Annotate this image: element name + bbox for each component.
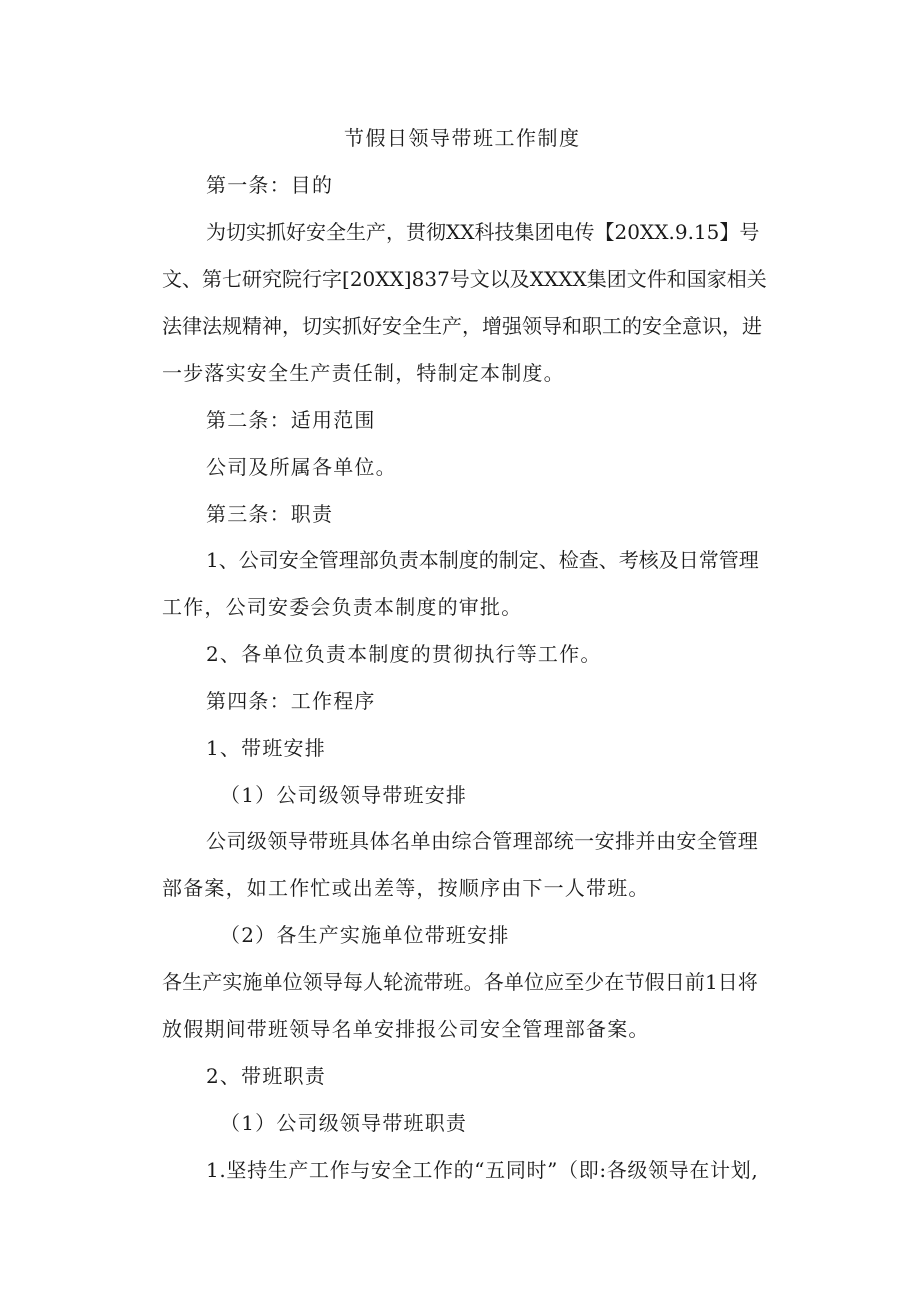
article-heading-scope: 第二条：适用范围 xyxy=(206,408,376,432)
paragraph-line: 公 司 级 领 导 带 班 具 体 名 单 由 综 合 管 理 部 统 一 安 排 并 由 安 全 管 理 xyxy=(206,829,758,853)
subsection-heading: （1）公司级领导带班安排 xyxy=(220,783,468,807)
paragraph-line: 1 . 坚 持 生 产 工 作 与 安 全 工 作 的 “ 五 同 时 ” （ 即 : 各 级 领 导 在 计 划 , xyxy=(206,1158,758,1182)
section-heading: 1、带班安排 xyxy=(206,736,326,760)
subsection-heading: （1）公司级领导带班职责 xyxy=(220,1111,468,1135)
paragraph-line: 2、各单位负责本制度的贯彻执行等工作。 xyxy=(206,642,602,666)
paragraph-line: 各 生 产 实 施 单 位 领 导 每 人 轮 流 带 班 。 各 单 位 应 至 少 在 节 假 日 前 1 日 将 xyxy=(162,970,758,994)
subsection-heading: （2）各生产实施单位带班安排 xyxy=(220,923,510,947)
paragraph-line: 法 律 法 规 精 神 ， 切 实 抓 好 安 全 生 产 ， 增 强 领 导 和 职 工 的 安 全 意 识 ， 进 xyxy=(162,314,762,338)
document-title: 节假日领导带班工作制度 xyxy=(344,126,581,150)
paragraph-line: 放假期间带班领导名单安排报公司安全管理部备案。 xyxy=(162,1017,650,1041)
article-heading-procedure: 第四条：工作程序 xyxy=(206,689,376,713)
paragraph-line: 1 、 公 司 安 全 管 理 部 负 责 本 制 度 的 制 定 、 检 查 、 考 核 及 日 常 管 理 xyxy=(206,548,759,572)
paragraph-line: 为 切 实 抓 好 安 全 生 产 ， 贯 彻 X X 科 技 集 团 电 传 【 2 0 X X . 9 . 1 5 】 号 xyxy=(206,220,760,244)
paragraph-line: 工作，公司安委会负责本制度的审批。 xyxy=(162,595,523,619)
article-heading-duties: 第三条：职责 xyxy=(206,502,334,526)
paragraph-line: 部备案，如工作忙或出差等，按顺序由下一人带班。 xyxy=(162,876,650,900)
article-heading-purpose: 第一条：目的 xyxy=(206,173,334,197)
paragraph-line: 一步落实安全生产责任制，特制定本制度。 xyxy=(162,361,565,385)
section-heading: 2、带班职责 xyxy=(206,1064,326,1088)
paragraph-line: 文 、 第 七 研 究 院 行 字 [ 2 0 X X ] 8 3 7 号 文 以 及 X X X X 集 团 文 件 和 国 家 相 关 xyxy=(162,267,767,291)
paragraph-line: 公司及所属各单位。 xyxy=(206,455,397,479)
